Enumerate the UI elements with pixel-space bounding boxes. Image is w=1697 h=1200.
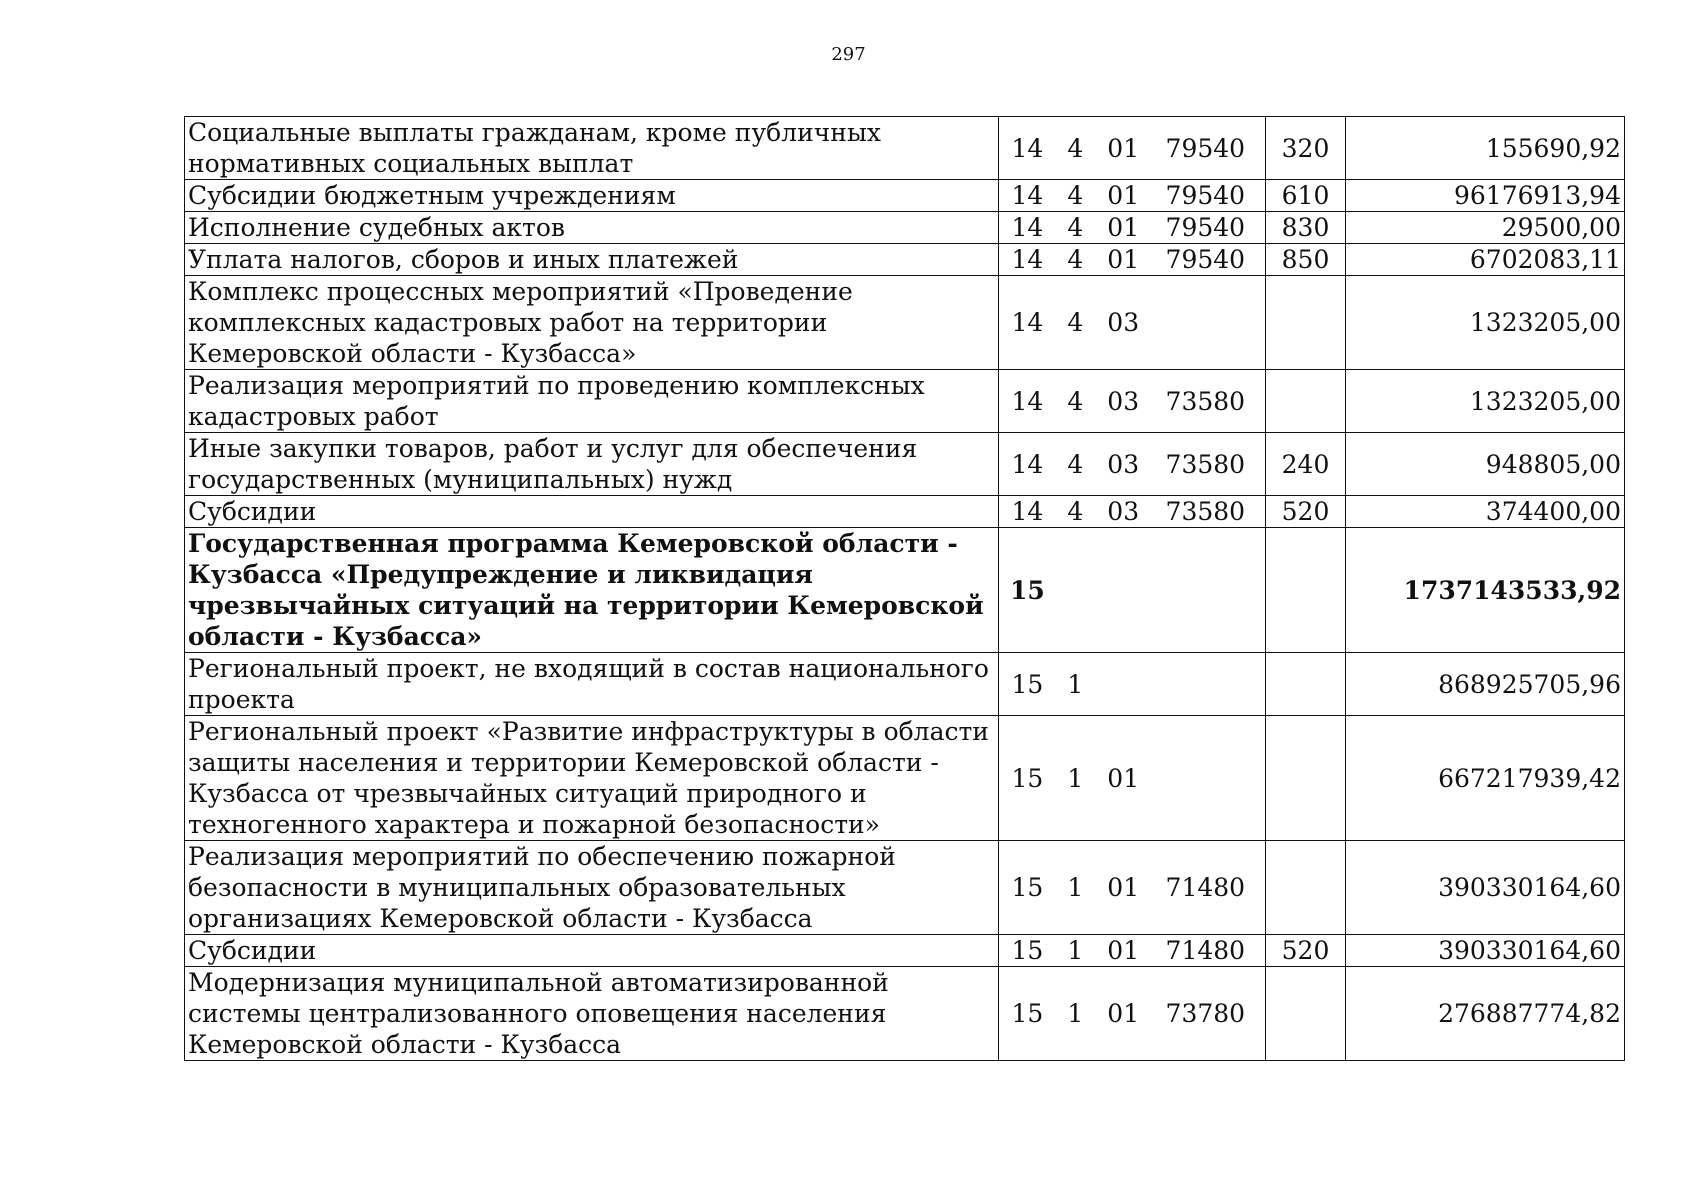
program-code [1002, 133, 1262, 164]
amount-text: 390330164,60 [1438, 936, 1621, 965]
program-code-cell [999, 276, 1266, 370]
table-row [185, 653, 1625, 716]
budget-table [184, 116, 1625, 1061]
program-code-4: 73580 [1165, 386, 1246, 416]
amount [1346, 935, 1625, 967]
table-row [185, 496, 1625, 528]
program-code [1002, 496, 1262, 527]
expense-type-code [1266, 117, 1346, 180]
table-row [185, 433, 1625, 496]
amount [1346, 496, 1625, 528]
program-code-2: 4 [1067, 497, 1084, 526]
program-code-1: 15 [1011, 763, 1044, 793]
program-code-3: 01 [1107, 213, 1140, 242]
program-code-3: 01 [1107, 181, 1140, 210]
expense-name [185, 935, 999, 967]
expense-type-code [1266, 212, 1346, 244]
program-code-cell [999, 433, 1266, 496]
program-code-1: 15 [1011, 873, 1044, 902]
program-code-cell [999, 967, 1266, 1061]
amount [1346, 370, 1625, 433]
table-body [185, 117, 1625, 1061]
program-code-3: 01 [1107, 245, 1140, 274]
program-code-4: 71480 [1165, 936, 1246, 965]
program-code [1002, 575, 1262, 606]
expense-type-code-text: 520 [1281, 497, 1330, 526]
program-code-2: 4 [1067, 449, 1084, 479]
program-code [1002, 935, 1262, 966]
expense-type-code [1266, 370, 1346, 433]
program-code-4: 73780 [1165, 999, 1246, 1028]
expense-type-code-text: 320 [1281, 133, 1330, 163]
expense-type-code [1266, 841, 1346, 935]
program-code-2: 4 [1067, 308, 1084, 337]
amount-text: 390330164,60 [1438, 873, 1621, 902]
amount [1346, 180, 1625, 212]
program-code-cell [999, 180, 1266, 212]
expense-name-text: Уплата налогов, сборов и иных платежей [188, 245, 739, 274]
program-code-4: 71480 [1165, 873, 1246, 902]
amount [1346, 841, 1625, 935]
expense-type-code [1266, 180, 1346, 212]
program-code [1002, 180, 1262, 211]
expense-name-text: Социальные выплаты гражданам, кроме публичных нормативных социальных выплат [188, 118, 881, 178]
expense-name-text: Реализация мероприятий по проведению комплексных кадастровых работ [188, 371, 925, 431]
table-row [185, 276, 1625, 370]
program-code-4: 73580 [1165, 449, 1246, 479]
program-code-2: 4 [1067, 133, 1084, 163]
program-code-3: 01 [1107, 999, 1140, 1028]
program-code-4: 79540 [1165, 213, 1246, 242]
expense-name-text: Региональный проект, не входящий в состав национального проекта [188, 654, 989, 714]
table-row [185, 370, 1625, 433]
program-code-1: 15 [1011, 936, 1044, 965]
program-code-2: 4 [1067, 213, 1084, 242]
program-code-4: 73580 [1165, 497, 1246, 526]
program-code-3: 01 [1107, 133, 1140, 163]
expense-type-code-text: 240 [1281, 449, 1330, 479]
program-code-2: 1 [1067, 873, 1084, 902]
program-code [1002, 998, 1262, 1029]
program-code-1: 14 [1011, 497, 1044, 526]
expense-type-code-text: 850 [1281, 245, 1330, 274]
amount [1346, 716, 1625, 841]
program-code-4: 79540 [1165, 245, 1246, 274]
expense-name-text: Исполнение судебных актов [188, 213, 565, 242]
expense-name [185, 841, 999, 935]
program-code-3: 01 [1107, 936, 1140, 965]
expense-type-code [1266, 716, 1346, 841]
program-code-1: 14 [1011, 308, 1044, 337]
program-code-3: 03 [1107, 386, 1140, 416]
expense-type-code [1266, 433, 1346, 496]
program-code-cell [999, 528, 1266, 653]
amount-text: 667217939,42 [1438, 763, 1621, 793]
expense-name-text: Субсидии бюджетным учреждениям [188, 181, 676, 210]
table-row [185, 528, 1625, 653]
amount-text: 155690,92 [1485, 133, 1621, 163]
program-code-2: 4 [1067, 245, 1084, 274]
expense-type-code [1266, 935, 1346, 967]
program-code-cell [999, 370, 1266, 433]
table-row [185, 117, 1625, 180]
program-code-cell [999, 117, 1266, 180]
amount [1346, 244, 1625, 276]
expense-name [185, 276, 999, 370]
amount-text: 1323205,00 [1469, 386, 1621, 416]
program-code [1002, 872, 1262, 903]
program-code-cell [999, 716, 1266, 841]
expense-name-text: Модернизация муниципальной автоматизированной системы централизованного оповещения населения Кемеровской области - Кузбасса [188, 968, 889, 1059]
program-code-2: 4 [1067, 181, 1084, 210]
expense-type-code-text: 520 [1281, 936, 1330, 965]
program-code-2: 4 [1067, 386, 1084, 416]
amount [1346, 653, 1625, 716]
program-code-3: 03 [1107, 497, 1140, 526]
program-code-1: 15 [1011, 999, 1044, 1028]
program-code-1: 14 [1011, 449, 1044, 479]
expense-name-text: Реализация мероприятий по обеспечению пожарной безопасности в муниципальных образовательных организациях Кемеровской области - Кузбасса [188, 842, 896, 933]
expense-name [185, 212, 999, 244]
program-code-cell [999, 935, 1266, 967]
expense-name [185, 528, 999, 653]
table-row [185, 967, 1625, 1061]
program-code [1002, 212, 1262, 243]
table-row [185, 935, 1625, 967]
program-code-1: 14 [1011, 213, 1044, 242]
expense-name-text: Субсидии [188, 497, 317, 526]
amount [1346, 276, 1625, 370]
expense-type-code-text: 830 [1281, 213, 1330, 242]
amount [1346, 212, 1625, 244]
table-row [185, 212, 1625, 244]
program-code-2: 1 [1067, 669, 1084, 699]
expense-name [185, 180, 999, 212]
program-code-2: 1 [1067, 999, 1084, 1028]
program-code-cell [999, 244, 1266, 276]
program-code-cell [999, 653, 1266, 716]
amount [1346, 433, 1625, 496]
page-number: 297 [831, 44, 866, 65]
expense-name [185, 117, 999, 180]
program-code-3: 03 [1107, 449, 1140, 479]
program-code [1002, 307, 1262, 338]
expense-type-code-text: 610 [1281, 181, 1330, 210]
expense-type-code [1266, 528, 1346, 653]
expense-name [185, 653, 999, 716]
program-code [1002, 669, 1262, 700]
program-code-cell [999, 212, 1266, 244]
program-code-3: 03 [1107, 308, 1140, 337]
program-code-3: 01 [1107, 873, 1140, 902]
program-code-1: 14 [1011, 181, 1044, 210]
table-row [185, 244, 1625, 276]
expense-type-code [1266, 496, 1346, 528]
program-code-1: 14 [1011, 245, 1044, 274]
expense-name-text: Комплекс процессных мероприятий «Проведение комплексных кадастровых работ на территории Кемеровской области - Кузбасса» [188, 277, 853, 368]
amount-text: 868925705,96 [1438, 669, 1621, 699]
amount-text: 6702083,11 [1469, 245, 1621, 274]
program-code-cell [999, 496, 1266, 528]
amount-text: 276887774,82 [1438, 999, 1621, 1028]
amount-text: 1737143533,92 [1403, 575, 1621, 605]
amount [1346, 528, 1625, 653]
program-code [1002, 449, 1262, 480]
amount-text: 1323205,00 [1469, 308, 1621, 337]
expense-name [185, 496, 999, 528]
program-code-1: 14 [1011, 133, 1044, 163]
program-code-cell [999, 841, 1266, 935]
table-row [185, 180, 1625, 212]
amount-text: 96176913,94 [1453, 181, 1621, 210]
program-code-1: 15 [1011, 669, 1044, 699]
amount-text: 29500,00 [1501, 213, 1621, 242]
program-code-1: 15 [1010, 575, 1045, 605]
program-code [1002, 763, 1262, 794]
program-code-1: 14 [1011, 386, 1044, 416]
expense-type-code [1266, 276, 1346, 370]
amount-text: 948805,00 [1485, 449, 1621, 479]
program-code [1002, 386, 1262, 417]
expense-name [185, 433, 999, 496]
expense-name-text: Иные закупки товаров, работ и услуг для обеспечения государственных (муниципальных) нужд [188, 434, 918, 494]
program-code-2: 1 [1067, 763, 1084, 793]
expense-name [185, 370, 999, 433]
expense-name [185, 716, 999, 841]
program-code-3: 01 [1107, 763, 1140, 793]
table-row [185, 841, 1625, 935]
amount [1346, 117, 1625, 180]
expense-name-text: Региональный проект «Развитие инфраструктуры в области защиты населения и территории Кемеровской области - Кузбасса от чрезвычайных ситуаций природного и техногенного характера и пожарной безопасности» [188, 717, 989, 839]
expense-type-code [1266, 653, 1346, 716]
expense-name-text: Государственная программа Кемеровской области - Кузбасса «Предупреждение и ликвидация чрезвычайных ситуаций на территории Кемеровской области - Кузбасса» [188, 529, 984, 651]
expense-type-code [1266, 967, 1346, 1061]
expense-name [185, 244, 999, 276]
expense-name-text: Субсидии [188, 936, 317, 965]
program-code-4: 79540 [1165, 133, 1246, 163]
amount [1346, 967, 1625, 1061]
table-row [185, 716, 1625, 841]
amount-text: 374400,00 [1485, 497, 1621, 526]
expense-type-code [1266, 244, 1346, 276]
program-code-2: 1 [1067, 936, 1084, 965]
program-code-4: 79540 [1165, 181, 1246, 210]
expense-name [185, 967, 999, 1061]
program-code [1002, 244, 1262, 275]
